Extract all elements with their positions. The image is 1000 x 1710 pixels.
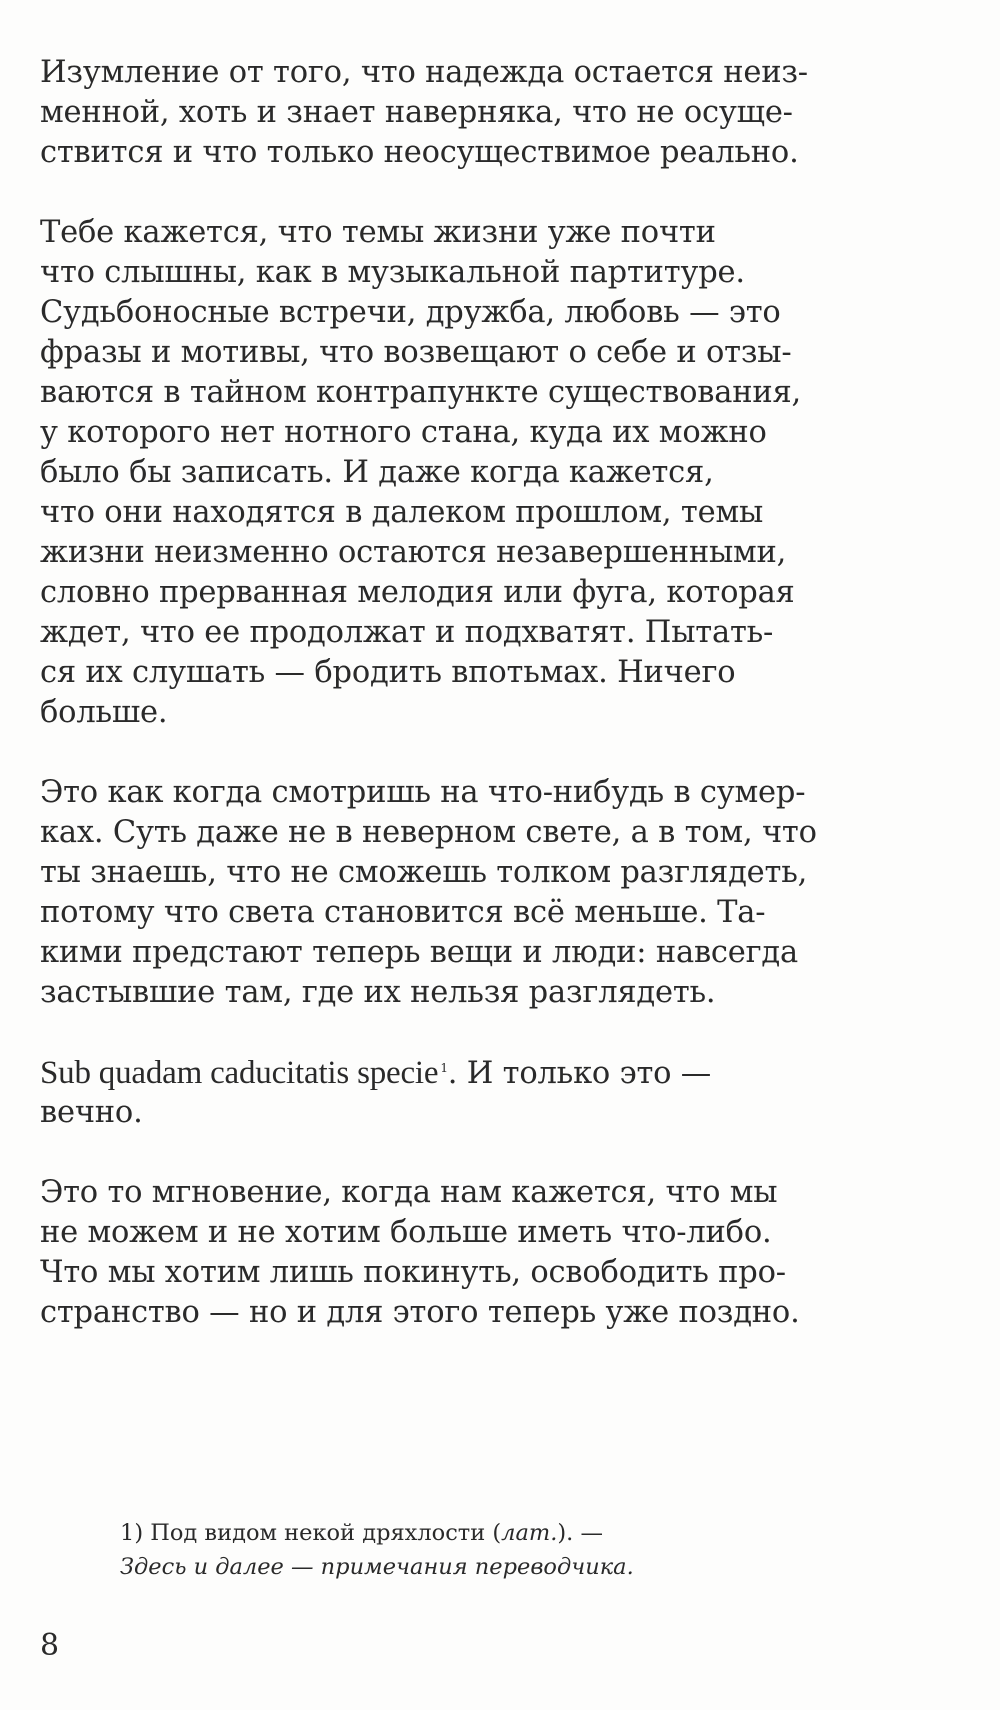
text-line: ствится и что только неосуществимое реально. xyxy=(40,135,799,170)
text-line: больше. xyxy=(40,695,168,730)
text-line: жизни неизменно остаются незавершенными, xyxy=(40,535,787,570)
text-line: Это как когда смотришь на что-нибудь в сумер- xyxy=(40,775,806,810)
text-line: Это то мгновение, когда нам кажется, что мы xyxy=(40,1175,778,1210)
text-line: менной, хоть и знает наверняка, что не осуще- xyxy=(40,95,793,130)
text-line: Изумление от того, что надежда остается неиз- xyxy=(40,55,808,90)
footnote xyxy=(120,1516,880,1584)
paragraph-5 xyxy=(40,1173,900,1333)
text-line: кими предстают теперь вещи и люди: навсегда xyxy=(40,935,798,970)
text-line: ваются в тайном контрапункте существования, xyxy=(40,375,802,410)
text-line: Тебе кажется, что темы жизни уже почти xyxy=(40,215,716,250)
text-line: ся их слушать — бродить впотьмах. Ничего xyxy=(40,655,736,690)
paragraph-4 xyxy=(40,1053,900,1133)
text-line: у которого нет нотного стана, куда их можно xyxy=(40,415,767,450)
text-line: ждет, что ее продолжат и подхватят. Пытать- xyxy=(40,615,774,650)
footnote-text-end: ). — xyxy=(557,1520,603,1546)
text-line: ках. Суть даже не в неверном свете, а в том, что xyxy=(40,815,817,850)
footnote-line-italic: Здесь и далее — примечания переводчика. xyxy=(120,1554,634,1580)
footnote-lang: лат. xyxy=(501,1520,558,1546)
text-line: застывшие там, где их нельзя разглядеть. xyxy=(40,975,716,1010)
text-line: не можем и не хотим больше иметь что-либо. xyxy=(40,1215,772,1250)
paragraph-2 xyxy=(40,213,900,733)
paragraph-3 xyxy=(40,773,900,1013)
text-line: что слышны, как в музыкальной партитуре. xyxy=(40,255,745,290)
latin-phrase: Sub quadam caducitatis specie xyxy=(40,1055,439,1091)
text-line: странство — но и для этого теперь уже поздно. xyxy=(40,1295,800,1330)
text-continuation: . И только это — xyxy=(447,1056,712,1091)
text-line: что они находятся в далеком прошлом, темы xyxy=(40,495,764,530)
text-line: словно прерванная мелодия или фуга, которая xyxy=(40,575,795,610)
text-line: было бы записать. И даже когда кажется, xyxy=(40,455,714,490)
text-line: фразы и мотивы, что возвещают о себе и отзы- xyxy=(40,335,792,370)
page-number: 8 xyxy=(40,1628,60,1663)
text-line: вечно. xyxy=(40,1095,143,1130)
text-line: ты знаешь, что не сможешь толком разглядеть, xyxy=(40,855,808,890)
footnote-text: Под видом некой дряхлости ( xyxy=(150,1520,502,1546)
text-line: Судьбоносные встречи, дружба, любовь — это xyxy=(40,295,781,330)
text-line: Что мы хотим лишь покинуть, освободить про- xyxy=(40,1255,786,1290)
text-line: потому что света становится всё меньше. Та- xyxy=(40,895,766,930)
text-line xyxy=(40,1053,900,1093)
footnote-reference: 1 xyxy=(440,1060,448,1075)
footnote-number: 1) xyxy=(120,1520,144,1546)
paragraph-1 xyxy=(40,53,900,173)
footnote-line xyxy=(120,1516,880,1550)
